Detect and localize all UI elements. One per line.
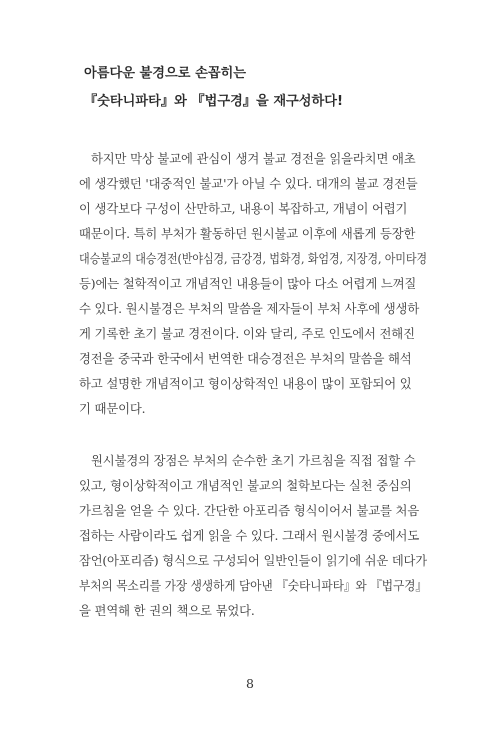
paragraph-line: 이 생각보다 구성이 산만하고, 내용이 복잡하고, 개념이 어렵기 xyxy=(79,202,408,216)
page-number: 8 xyxy=(246,676,254,691)
paragraph-line: 부처의 목소리를 가장 생생하게 담아낸 『숫타니파타』와 『법구경』 xyxy=(79,579,428,593)
paragraph-line: 경전을 중국과 한국에서 번역한 대승경전은 부처의 말씀을 해석 xyxy=(79,352,412,366)
heading-line-2: 『숫타니파타』와 『법구경』을 재구성하다! xyxy=(84,94,344,109)
paragraph-line: 수 있다. 원시불경은 부처의 말씀을 제자들이 부처 사후에 생생하 xyxy=(79,302,420,316)
paragraph-line: 가르침을 얻을 수 있다. 간단한 아포리즘 형식이어서 불교를 처음 xyxy=(79,504,420,518)
paragraph-line: 등)에는 철학적이고 개념적인 내용들이 많아 다소 어렵게 느껴질 xyxy=(79,277,417,291)
paragraph-line: 에 생각했던 '대중적인 불교'가 아닐 수 있다. 대개의 불교 경전들 xyxy=(79,177,418,191)
paragraph-2 xyxy=(79,449,427,624)
paragraph-line: 을 편역해 한 권의 책으로 묶었다. xyxy=(79,604,255,618)
paragraph-line: 원시불경의 장점은 부처의 순수한 초기 가르침을 직접 접할 수 xyxy=(91,454,416,468)
paragraph-line: 기 때문이다. xyxy=(79,402,146,416)
paragraph-line: 게 기록한 초기 불교 경전이다. 이와 달리, 주로 인도에서 전해진 xyxy=(79,327,415,341)
paragraph-line: 하고 설명한 개념적이고 형이상학적인 내용이 많이 포함되어 있 xyxy=(79,377,412,391)
heading-line-1: 아름다운 불경으로 손꼽히는 xyxy=(84,66,247,81)
paragraph-line: 대승불교의 대승경전(반야심경, 금강경, 법화경, 화엄경, 지장경, 아미타경 xyxy=(79,252,428,266)
section-heading xyxy=(84,64,444,112)
paragraph-1 xyxy=(79,147,427,422)
paragraph-line: 때문이다. 특히 부처가 활동하던 원시불교 이후에 새롭게 등장한 xyxy=(79,227,416,241)
paragraph-line: 접하는 사람이라도 쉽게 읽을 수 있다. 그래서 원시불경 중에서도 xyxy=(79,529,420,543)
body-text xyxy=(79,147,427,624)
paragraph-line: 하지만 막상 불교에 관심이 생겨 불교 경전을 읽을라치면 애초 xyxy=(91,152,416,166)
paragraph-line: 잠언(아포리즘) 형식으로 구성되어 일반인들이 읽기에 쉬운 데다가 xyxy=(79,554,427,568)
paragraph-line: 있고, 형이상학적이고 개념적인 불교의 철학보다는 실천 중심의 xyxy=(79,479,412,493)
